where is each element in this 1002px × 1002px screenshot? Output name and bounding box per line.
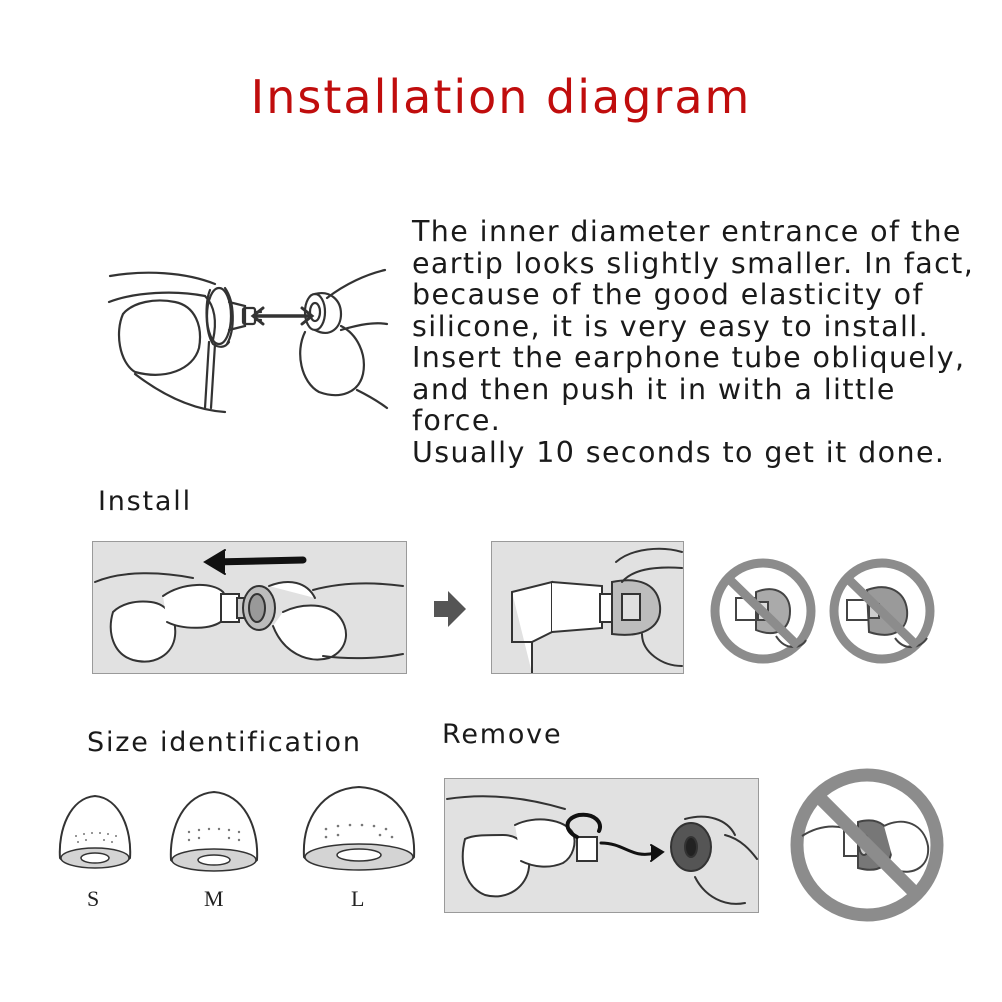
earphone-eartip-illustration xyxy=(105,262,395,422)
remove-step-panel xyxy=(444,778,759,913)
size-label-l: L xyxy=(351,886,365,911)
right-arrow-icon xyxy=(432,589,468,629)
eartip-size-s-icon xyxy=(56,790,134,872)
installed-eartip-illustration xyxy=(492,542,683,673)
prohibited-icon xyxy=(825,556,939,666)
remove-pull-illustration xyxy=(445,779,758,912)
remove-heading: Remove xyxy=(442,719,563,750)
installed-result-panel xyxy=(491,541,684,674)
size-identification-heading: Size identification xyxy=(87,727,362,758)
prohibited-icon xyxy=(784,766,950,924)
eartip-size-m-icon xyxy=(167,786,261,878)
size-label-m: M xyxy=(204,886,224,911)
installation-description: The inner diameter entrance of the eartip looks slightly smaller. In fact, because of the good elasticity of silicone, it is very easy to install. Insert the earphone tube obliquely, and then push it in with a little force. Usually 10 seconds to get it done. xyxy=(412,215,975,469)
prohibited-icon xyxy=(706,556,820,666)
install-heading: Install xyxy=(98,486,192,517)
page-title: Installation diagram xyxy=(250,70,752,124)
install-step-panel xyxy=(92,541,407,674)
eartip-size-l-icon xyxy=(300,783,418,879)
install-push-illustration xyxy=(93,542,406,673)
size-label-s: S xyxy=(87,886,100,911)
